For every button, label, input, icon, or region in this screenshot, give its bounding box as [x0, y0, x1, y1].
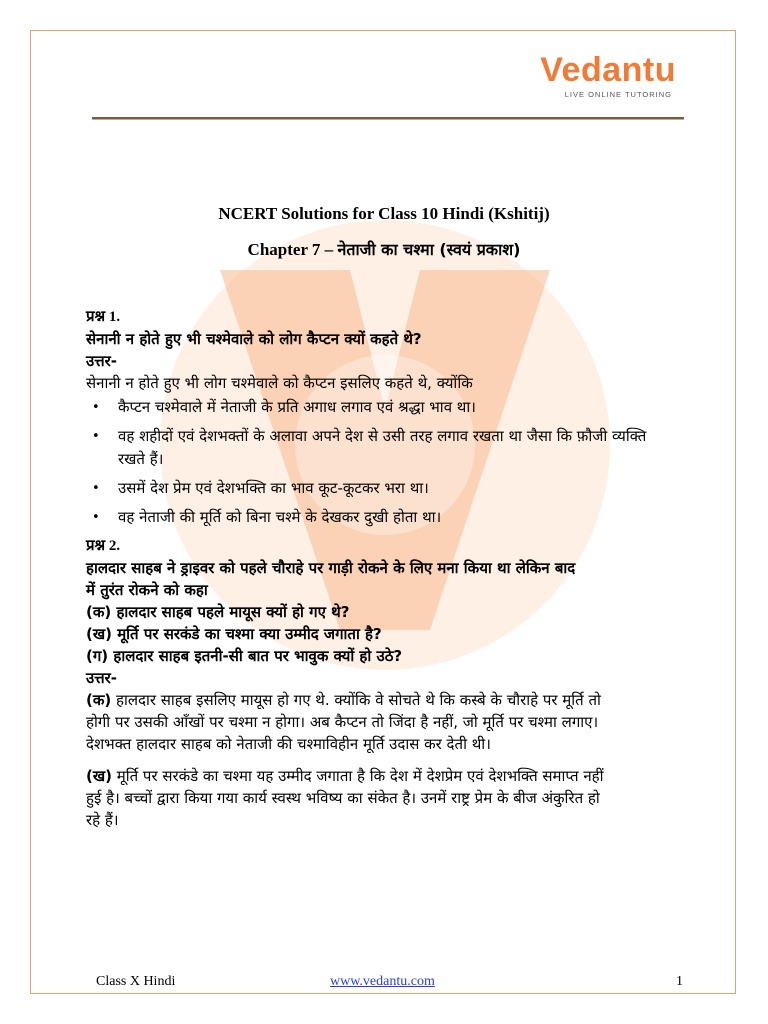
question-2-sub-a: (क) हालदार साहब पहले मायूस क्यों हो गए थे? [86, 603, 350, 621]
answer-2-b-line1: मूर्ति पर सरकंडे का चश्मा यह उम्मीद जगाता है कि देश में देशप्रेम एवं देशभक्ति समाप्त नहीं [111, 767, 604, 785]
answer-2-b-line2: हुई है। बच्चों द्वारा किया गया कार्य स्वस्थ भविष्य का संकेत है। उनमें राष्ट्र प्रेम के बीज अंकुरित हो [86, 789, 600, 807]
chapter-prefix: Chapter 7 – [247, 240, 338, 259]
answer-2-label: उत्तर- [86, 669, 117, 687]
question-2-label: प्रश्न 2. [86, 538, 121, 554]
list-item: • उसमें देश प्रेम एवं देशभक्ति का भाव कूट-कूटकर भरा था। [86, 477, 686, 500]
answer-2-a-line3: देशभक्त हालदार साहब को नेताजी की चश्माविहीन मूर्ति उदास कर देती थी। [86, 735, 491, 753]
answer-2-a [86, 689, 686, 755]
answer-1-intro: सेनानी न होते हुए भी लोग चश्मेवाले को कैप्टन इसलिए कहते थे, क्योंकि [86, 374, 473, 392]
question-1-text: सेनानी न होते हुए भी चश्मेवाले को लोग कैप्टन क्यों कहते थे? [86, 330, 422, 348]
footer-website-link[interactable]: www.vedantu.com [330, 974, 435, 989]
list-item: • कैप्टन चश्मेवाले में नेताजी के प्रति अगाध लगाव एवं श्रद्धा भाव था। [86, 396, 686, 419]
logo-wordmark: Vedantu [540, 51, 676, 89]
list-item: • वह शहीदों एवं देशभक्तों के अलावा अपने देश से उसी तरह लगाव रखता था जैसा कि फ़ौजी व्यक्ति रखते हैं। [86, 425, 678, 471]
answer-2-b-line3: रहे हैं। [86, 811, 119, 829]
page-content [86, 306, 686, 841]
answer-2-a-line1: हालदार साहब इसलिए मायूस हो गए थे. क्योंकि वे सोचते थे कि कस्बे के चौराहे पर मूर्ति तो [111, 691, 601, 709]
list-item: • वह नेताजी की मूर्ति को बिना चश्मे के देखकर दुखी होता था। [86, 506, 686, 529]
answer-2-b-label: (ख) [86, 767, 112, 785]
question-1-label: प्रश्न 1. [86, 309, 121, 325]
question-2-text-line1: हालदार साहब ने ड्राइवर को पहले चौराहे पर गाड़ी रोकने के लिए मना किया था लेकिन बाद [86, 559, 576, 577]
question-2-sub-b: (ख) मूर्ति पर सरकंडे का चश्मा क्या उम्मीद जगाता है? [86, 625, 382, 643]
answer-1-bullets [86, 396, 686, 529]
logo-tagline: LIVE ONLINE TUTORING [564, 90, 672, 99]
question-2-text-line2: में तुरंत रोकने को कहा [86, 581, 208, 599]
header-divider [92, 117, 684, 120]
footer-subject: Class X Hindi [96, 974, 176, 989]
answer-2-b [86, 765, 686, 831]
document-title: NCERT Solutions for Class 10 Hindi (Kshitij) [218, 204, 550, 223]
page-number: 1 [676, 974, 683, 989]
vedantu-logo [540, 52, 676, 99]
question-2-sub-c: (ग) हालदार साहब इतनी-सी बात पर भावुक क्यों हो उठे? [86, 647, 403, 665]
answer-2-a-line2: होगी पर उसकी आँखों पर चश्मा न होगा। अब कैप्टन तो जिंदा है नहीं, जो मूर्ति पर चश्मा लगाए। [86, 713, 599, 731]
answer-1-label: उत्तर- [86, 352, 117, 370]
chapter-name: नेताजी का चश्मा (स्वयं प्रकाश) [337, 240, 521, 259]
answer-2-a-label: (क) [86, 691, 112, 709]
chapter-title [0, 238, 768, 260]
